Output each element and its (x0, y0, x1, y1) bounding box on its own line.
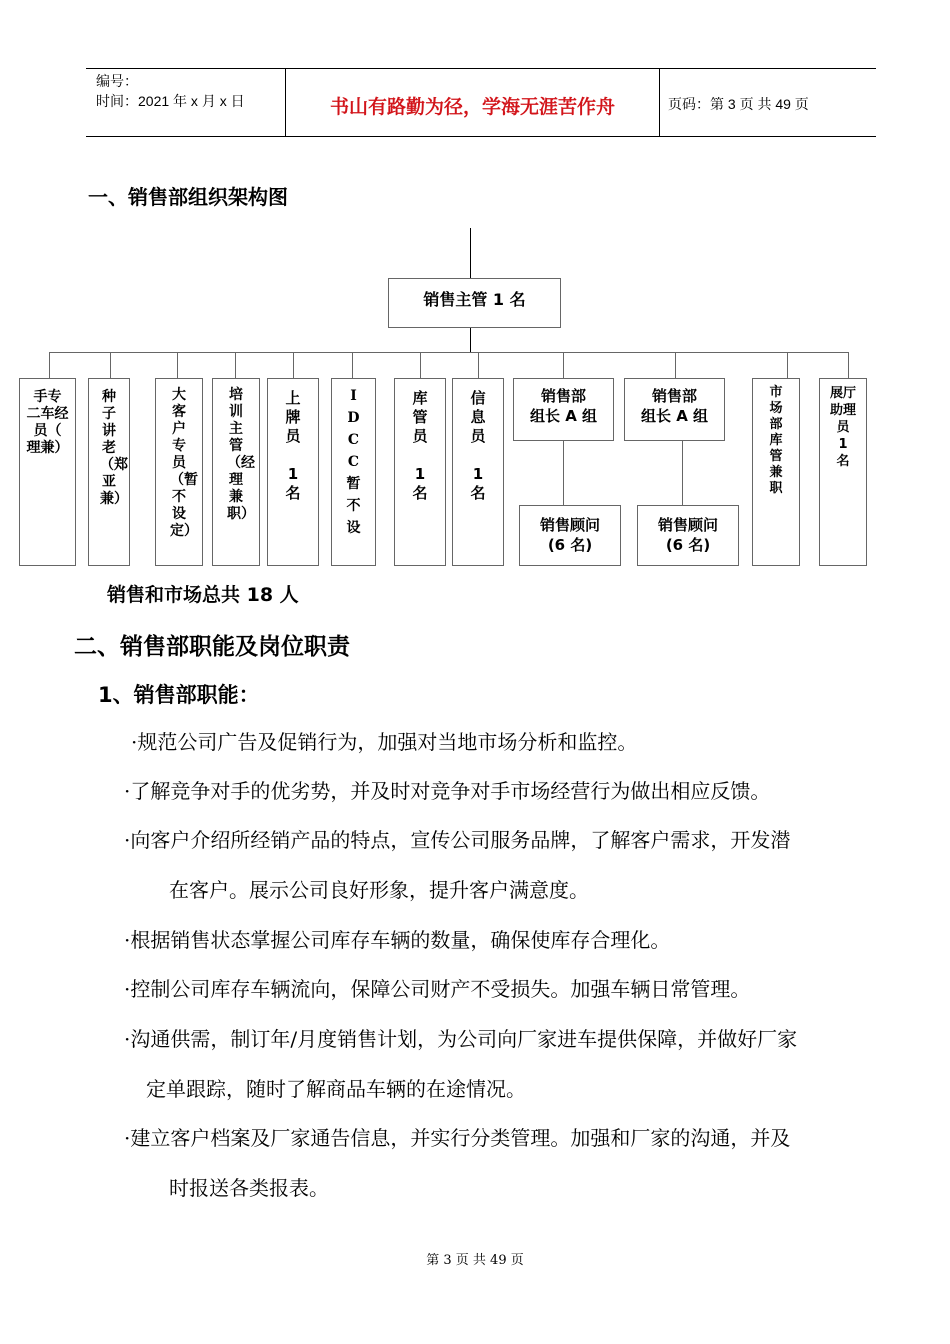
connector-line (563, 352, 564, 378)
headcount-total: 销售和市场总共 18 人 (107, 584, 299, 606)
connector-line (293, 352, 294, 378)
position-box: 种子讲老（郑亚兼） (88, 378, 130, 566)
position-box: 培训主管（经理兼职） (212, 378, 260, 566)
position-box: 展厅助理员 1 名 (819, 378, 867, 566)
position-box: 信息员 1 名 (452, 378, 504, 566)
list-item: 在客户。展示公司良好形象，提升客户满意度。 (169, 878, 589, 902)
header-page-number: 页码：第 3 页 共 49 页 (668, 96, 809, 112)
connector-line (478, 352, 479, 378)
connector-line (470, 328, 471, 352)
connector-line (177, 352, 178, 378)
header-divider (659, 68, 660, 136)
connector-line (49, 352, 849, 353)
section-title: 二、销售部职能及岗位职责 (74, 634, 350, 660)
connector-line (235, 352, 236, 378)
position-box: 上牌员 1 名 (267, 378, 319, 566)
header-number: 编号： (96, 73, 138, 89)
connector-line (787, 352, 788, 378)
connector-line (563, 441, 564, 505)
list-item: 定单跟踪，随时了解商品车辆的在途情况。 (146, 1077, 526, 1101)
connector-line (848, 352, 849, 378)
sales-consultant-box: 销售顾问 (6 名) (519, 505, 621, 566)
connector-line (420, 352, 421, 378)
connector-line (352, 352, 353, 378)
sales-consultant-box: 销售顾问 (6 名) (637, 505, 739, 566)
connector-line (49, 352, 50, 378)
list-item: ·规范公司广告及促销行为，加强对当地市场分析和监控。 (131, 730, 638, 754)
subsection-title: 1、销售部职能： (98, 683, 260, 707)
position-box: 大客户专员（暂不设定） (155, 378, 203, 566)
connector-line (470, 228, 471, 278)
team-leader-box: 销售部 组长 A 组 (513, 378, 614, 441)
list-item: ·沟通供需，制订年/月度销售计划，为公司向厂家进车提供保障，并做好厂家 (124, 1027, 798, 1051)
list-item: ·了解竞争对手的优劣势，并及时对竞争对手市场经营行为做出相应反馈。 (124, 779, 771, 803)
team-leader-box: 销售部 组长 A 组 (624, 378, 725, 441)
position-box: 市场部库管兼职 (752, 378, 800, 566)
list-item: ·控制公司库存车辆流向，保障公司财产不受损失。加强车辆日常管理。 (124, 977, 751, 1001)
list-item: ·向客户介绍所经销产品的特点，宣传公司服务品牌，了解客户需求，开发潜 (124, 828, 791, 852)
connector-line (675, 352, 676, 378)
sales-director-box: 销售主管 1 名 (388, 278, 561, 328)
list-item: ·建立客户档案及厂家通告信息，并实行分类管理。加强和厂家的沟通，并及 (124, 1126, 791, 1150)
position-box: 手专 二车经 员（ 理兼） (19, 378, 76, 566)
list-item: ·根据销售状态掌握公司库存车辆的数量，确保使库存合理化。 (124, 928, 671, 952)
connector-line (110, 352, 111, 378)
list-item: 时报送各类报表。 (169, 1176, 329, 1200)
section-title: 一、销售部组织架构图 (88, 185, 288, 209)
header-top-border (86, 68, 876, 69)
header-motto: 书山有路勤为径，学海无涯苦作舟 (329, 96, 615, 118)
connector-line (682, 441, 683, 505)
position-box: 库管员 1 名 (394, 378, 446, 566)
position-box: IDCC 暂 不 设 (331, 378, 376, 566)
page-footer: 第 3 页 共 49 页 (426, 1253, 524, 1268)
header-bottom-border (86, 136, 876, 137)
header-time: 时间：2021 年 x 月 x 日 (96, 93, 245, 109)
